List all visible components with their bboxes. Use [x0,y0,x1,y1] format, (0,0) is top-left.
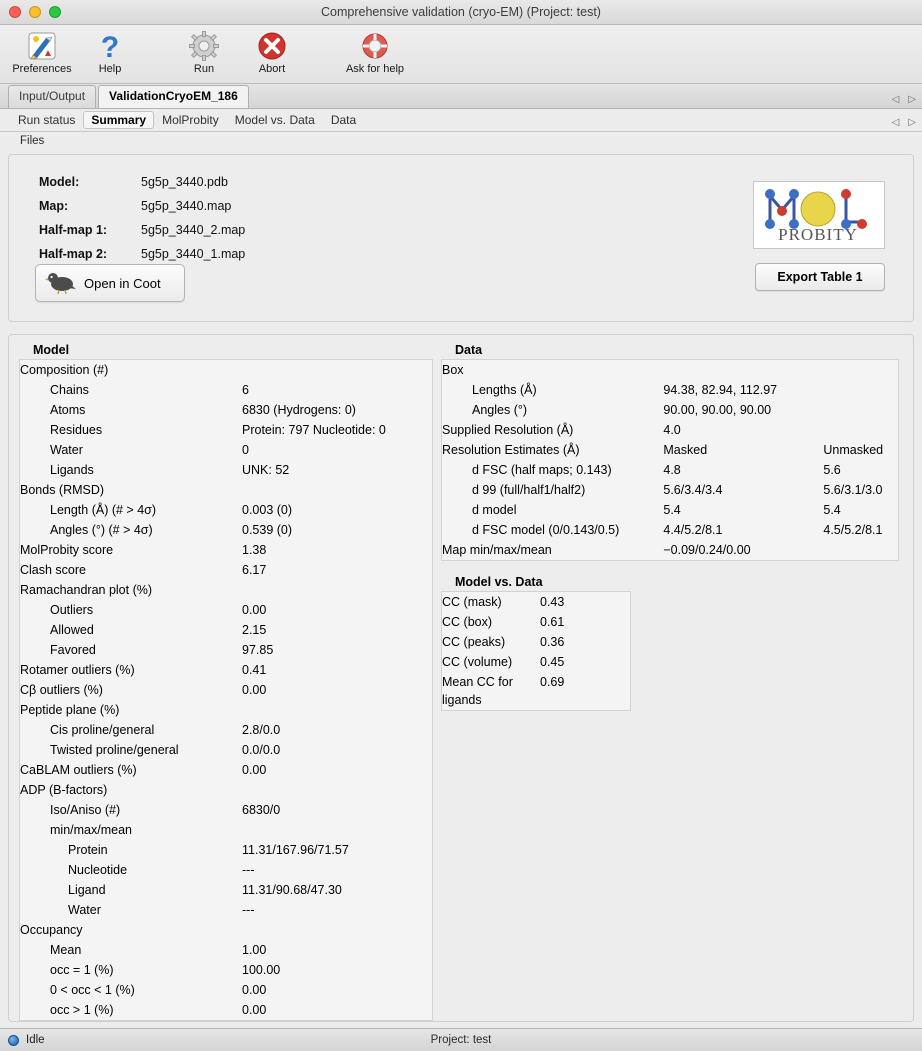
table-row [20,400,432,420]
data-column [441,343,899,1021]
inner-tab-prev-icon[interactable]: ◁ [891,117,900,128]
toolbar-help-button[interactable] [76,25,144,75]
table-row [20,520,432,540]
row-value-2: 4.5/5.2/8.1 [823,523,883,537]
row-value: 90.00, 90.00, 90.00 [663,403,772,417]
open-in-coot-button[interactable] [35,264,185,302]
table-row [20,860,432,880]
row-key: Angles (°) [472,403,528,417]
row-key: Atoms [50,403,86,417]
table-row [20,940,432,960]
row-key: Water [50,443,83,457]
row-key: Map min/max/mean [442,543,552,557]
maximize-window-button[interactable] [49,6,61,18]
lifebuoy-icon [332,29,418,63]
abort-icon [238,29,306,63]
table-row [442,632,630,652]
row-key: Peptide plane (%) [20,703,120,717]
row-value: 0 [242,443,249,457]
row-value: 0.41 [242,663,267,677]
row-value-2: 5.6 [823,463,841,477]
row-value-2: 5.6/3.1/3.0 [823,483,883,497]
row-value: 11.31/90.68/47.30 [242,883,342,897]
row-key: CC (mask) [442,595,502,609]
title-bar [0,0,922,25]
row-value [242,360,432,380]
file-value: 5g5p_3440_2.map [141,223,246,237]
table-row [20,440,432,460]
table-row [20,620,432,640]
table-row [20,680,432,700]
file-label: Half-map 2: [39,247,108,261]
row-key: Ramachandran plot (%) [20,583,153,597]
row-key: Angles (°) (# > 4σ) [50,523,153,537]
toolbar [0,25,922,84]
row-key: Residues [50,423,103,437]
toolbar-run-button[interactable] [170,25,238,75]
table-row [442,672,630,710]
row-value: 1.38 [242,543,267,557]
outer-tab-prev-icon[interactable]: ◁ [891,94,900,105]
row-key: Clash score [20,563,86,577]
row-key: Lengths (Å) [472,383,537,397]
preferences-icon [8,29,76,63]
toolbar-run-label: Run [193,63,215,75]
status-state-label: Idle [26,1034,45,1046]
outer-tab-next-icon[interactable]: ▷ [908,94,916,105]
table-row [20,480,432,500]
table-row [20,920,432,940]
model-vs-data-table [442,592,630,710]
tab-model-vs-data[interactable]: Model vs. Data [234,113,315,127]
outer-tab-bar [0,84,922,109]
row-key: Mean CC for ligands [442,675,513,707]
row-value: 0.00 [242,683,267,697]
file-value: 5g5p_3440.pdb [141,175,228,189]
table-row [442,420,898,440]
row-key: Twisted proline/general [50,743,179,757]
svg-text:PROBITY: PROBITY [778,225,858,244]
row-key: 0 < occ < 1 (%) [50,983,135,997]
table-row [20,1000,432,1020]
row-key: Length (Å) (# > 4σ) [50,503,157,517]
row-value: 11.31/167.96/71.57 [242,843,349,857]
table-row [20,560,432,580]
svg-text:?: ? [100,31,120,64]
table-row [442,460,898,480]
row-value: 4.8 [663,463,681,477]
row-value: UNK: 52 [242,463,290,477]
table-row [20,740,432,760]
row-key: MolProbity score [20,543,114,557]
row-key: occ = 1 (%) [50,963,114,977]
table-row [20,960,432,980]
row-value: 6830/0 [242,803,281,817]
table-row [442,380,898,400]
file-label: Map: [39,199,69,213]
row-key: Favored [50,643,96,657]
row-value [242,820,432,840]
row-value: 0.0/0.0 [242,743,281,757]
file-label: Model: [39,175,80,189]
row-key: Box [442,363,464,377]
row-key: Water [68,903,101,917]
row-key: Supplied Resolution (Å) [442,423,574,437]
file-row-half-map-2 [39,247,913,261]
row-key: Ligand [68,883,106,897]
row-key: Occupancy [20,923,83,937]
inner-tab-scroll-arrows[interactable] [892,117,916,128]
row-value-2 [823,380,898,400]
run-gear-icon [170,29,238,63]
model-vs-data-table-box [441,591,631,711]
data-table-box [441,359,899,561]
summary-statistics-panel [8,334,914,1022]
row-value: 0.36 [540,635,565,649]
row-value: Protein: 797 Nucleotide: 0 [242,423,386,437]
row-key: Cβ outliers (%) [20,683,103,697]
row-key: CC (peaks) [442,635,506,649]
row-key: d model [472,503,517,517]
table-row [20,720,432,740]
toolbar-preferences-label: Preferences [12,63,72,75]
row-value: 5.6/3.4/3.4 [663,483,723,497]
row-key: Resolution Estimates (Å) [442,443,580,457]
row-key: ADP (B-factors) [20,783,108,797]
row-value: --- [242,863,255,877]
row-value-2 [823,360,898,380]
table-row [442,400,898,420]
open-in-coot-label: Open in Coot [84,275,161,291]
row-value: 1.00 [242,943,267,957]
row-key: Chains [50,383,89,397]
row-key: Bonds (RMSD) [20,483,105,497]
row-value: 4.0 [663,423,681,437]
file-value: 5g5p_3440.map [141,199,232,213]
row-key: CaBLAM outliers (%) [20,763,137,777]
row-value: 6.17 [242,563,267,577]
molprobity-logo [753,181,885,249]
row-value [663,360,823,380]
row-key: Outliers [50,603,94,617]
window-controls [0,6,61,18]
files-section-label: Files [0,132,922,150]
status-bar [0,1028,922,1051]
row-key: Rotamer outliers (%) [20,663,135,677]
table-row [442,440,898,460]
file-value: 5g5p_3440_1.map [141,247,246,261]
table-row [20,880,432,900]
toolbar-help-label: Help [98,63,122,75]
row-value-2: 5.4 [823,503,841,517]
table-row [20,540,432,560]
row-value: 0.00 [242,603,267,617]
model-vs-data-section [441,575,899,711]
row-value: −0.09/0.24/0.00 [663,543,751,557]
tab-input-output[interactable]: Input/Output [8,85,96,108]
table-row [442,500,898,520]
row-value: 97.85 [242,643,274,657]
file-label: Half-map 1: [39,223,108,237]
files-panel [8,154,914,322]
table-row [20,800,432,820]
data-table [442,360,898,560]
row-value: 0.45 [540,655,565,669]
row-key: d FSC (half maps; 0.143) [472,463,612,477]
row-key: occ > 1 (%) [50,1003,114,1017]
row-value: 5.4 [663,503,681,517]
row-value: 0.539 (0) [242,523,293,537]
row-key: min/max/mean [50,823,132,837]
row-value: 100.00 [242,963,281,977]
table-row [20,840,432,860]
row-value [242,580,432,600]
toolbar-abort-label: Abort [258,63,286,75]
window-title: Comprehensive validation (cryo-EM) (Project: test) [321,5,601,19]
model-section-title: Model [33,343,70,357]
row-value [242,780,432,800]
row-key: CC (box) [442,615,493,629]
table-row [20,760,432,780]
row-value: 0.00 [242,1003,267,1017]
table-row [20,380,432,400]
row-key: Nucleotide [68,863,128,877]
toolbar-preferences-button[interactable] [8,25,76,75]
data-section [441,343,899,561]
row-value [242,700,432,720]
data-section-title: Data [455,343,483,357]
inner-tab-bar [0,109,922,132]
model-vs-data-section-title: Model vs. Data [455,575,543,589]
row-key: Allowed [50,623,94,637]
row-value: 0.43 [540,595,565,609]
tab-run-status[interactable]: Run status [18,113,76,127]
row-value-2: Unmasked [823,443,884,457]
row-value: 0.003 (0) [242,503,293,517]
row-value: 2.8/0.0 [242,723,281,737]
table-row [442,592,630,612]
row-value: 0.00 [242,983,267,997]
row-value-2 [823,540,898,560]
row-value-2 [823,420,898,440]
minimize-window-button[interactable] [29,6,41,18]
table-row [20,500,432,520]
table-row [20,820,432,840]
tab-validation-cryoem[interactable]: ValidationCryoEM_186 [98,85,249,108]
row-key: CC (volume) [442,655,513,669]
toolbar-abort-button[interactable] [238,25,306,75]
tab-molprobity[interactable]: MolProbity [162,113,219,127]
model-table [20,360,432,1020]
row-value: 0.61 [540,615,565,629]
status-project-label: Project: test [430,1034,492,1046]
row-key: d FSC model (0/0.143/0.5) [472,523,620,537]
table-row [20,900,432,920]
model-column [19,343,433,1021]
table-row [20,980,432,1000]
row-key: Iso/Aniso (#) [50,803,121,817]
table-row [20,780,432,800]
inner-tab-next-icon[interactable]: ▷ [908,117,916,128]
row-value: 94.38, 82.94, 112.97 [663,383,778,397]
row-value: Masked [663,443,708,457]
model-table-box [19,359,433,1021]
tab-data[interactable]: Data [330,113,357,127]
toolbar-ask-for-help-label: Ask for help [345,63,405,75]
table-row [20,700,432,720]
table-row [442,360,898,380]
coot-bird-icon [46,270,76,297]
row-value: 6830 (Hydrogens: 0) [242,403,356,417]
row-value [242,480,432,500]
table-row [20,460,432,480]
close-window-button[interactable] [9,6,21,18]
table-row [20,580,432,600]
toolbar-ask-for-help-button[interactable] [332,25,418,75]
outer-tab-scroll-arrows[interactable] [892,94,916,105]
row-value-2 [823,400,898,420]
row-value: 0.69 [540,675,565,689]
table-row [20,640,432,660]
row-value: 6 [242,383,249,397]
row-key: d 99 (full/half1/half2) [472,483,586,497]
table-row [442,480,898,500]
row-key: Composition (#) [20,363,109,377]
table-row [442,540,898,560]
row-value: --- [242,903,255,917]
row-key: Protein [68,843,108,857]
row-key: Ligands [50,463,94,477]
row-value [242,920,432,940]
row-key: Cis proline/general [50,723,155,737]
table-row [20,660,432,680]
row-value: 4.4/5.2/8.1 [663,523,723,537]
tab-summary[interactable]: Summary [83,111,154,129]
row-value: 2.15 [242,623,267,637]
row-key: Mean [50,943,82,957]
table-row [442,612,630,632]
table-row [442,520,898,540]
table-row [20,360,432,380]
row-value: 0.00 [242,763,267,777]
table-row [442,652,630,672]
table-row [20,600,432,620]
help-icon [76,29,144,63]
table-row [20,420,432,440]
export-table-1-button[interactable]: Export Table 1 [755,263,885,291]
